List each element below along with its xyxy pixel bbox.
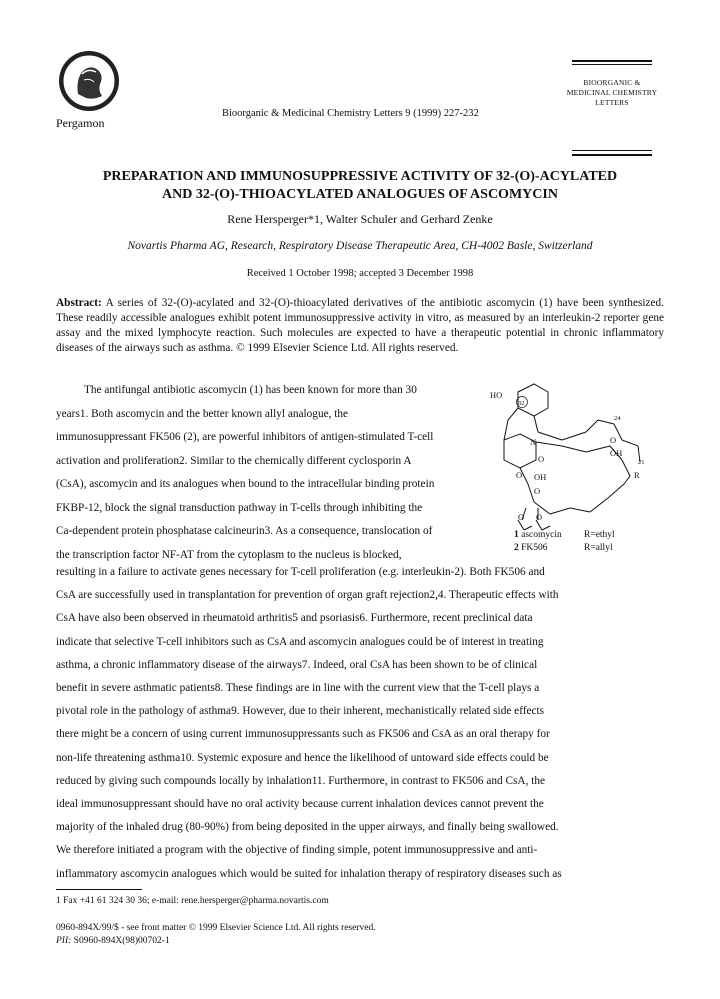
body-line: years1. Both ascomycin and the better known allyl analogue, the [56, 407, 349, 420]
body-line: resulting in a failure to activate genes necessary for T-cell proliferation (e.g. interleukin-2). Both FK506 and [56, 566, 545, 578]
body-line: pivotal role in the pathology of asthma9. However, due to their inherent, mechanistically related side effects [56, 705, 545, 718]
body-line: immunosuppressant FK506 (2), are powerful inhibitors of antigen-stimulated T-cell [56, 431, 434, 443]
svg-text:OH: OH [610, 448, 623, 458]
header-rule [572, 64, 652, 65]
structure-caption-1: 1 ascomycin R=ethyl [514, 530, 615, 540]
svg-text:32: 32 [518, 400, 525, 407]
received-dates: Received 1 October 1998; accepted 3 December 1998 [246, 268, 474, 279]
body-line: majority of the inhaled drug (80-90%) from being deposited in the upper airways, and finally being swallowed. [56, 821, 559, 834]
journal-reference: Bioorganic & Medicinal Chemistry Letters 9 (1999) 227-232 [222, 108, 479, 119]
svg-text:24: 24 [614, 415, 621, 422]
svg-text:O: O [518, 512, 525, 522]
ascomycin-structure-diagram [490, 380, 665, 555]
body-line: ideal immunosuppressant should have no oral activity because current inhalation devices cannot prevent the [56, 798, 544, 810]
svg-text:O: O [610, 435, 617, 445]
abstract-text: A series of 32-(O)-acylated and 32-(O)-thioacylated derivatives of the antibiotic ascomycin (1) have been synthesized. These readily accessible analogues exhibit potent immunosuppressive activity in vitro, as measured by an interleukin-2 reporter gene assay and the mixed lymphocyte reaction. Such molecules are expected to have a therapeutic potential in chronic inflammatory diseases of the airways such as asthma. [56, 297, 664, 354]
body-line: Ca-dependent protein phosphatase calcineurin3. As a consequence, translocation of [56, 525, 433, 537]
body-line: benefit in severe asthmatic patients8. These findings are in line with the current view that the T-cell plays a [56, 682, 540, 694]
footnote: 1 Fax +41 61 324 30 36; e-mail: rene.hersperger@pharma.novartis.com [56, 896, 329, 906]
body-line: indicate that selective T-cell inhibitors such as CsA and ascomycin analogues could be of interest in treating [56, 635, 544, 648]
header-rule [572, 154, 652, 156]
svg-text:O: O [534, 486, 541, 496]
body-line: We therefore initiated a program with the objective of finding simple, potent immunosuppressive and anti- [56, 844, 538, 857]
body-line: The antifungal antibiotic ascomycin (1) has been known for more than 30 [84, 384, 417, 396]
footnote-rule [56, 889, 142, 890]
abstract [56, 296, 664, 356]
svg-text:HO: HO [490, 390, 503, 400]
svg-text:R: R [634, 470, 640, 480]
affiliation: Novartis Pharma AG, Research, Respiratory Disease Therapeutic Area, CH-4002 Basle, Switzerland [127, 240, 593, 252]
publisher-name: Pergamon [56, 116, 105, 130]
front-matter-line: 0960-894X/99/$ - see front matter © 1999 Elsevier Science Ltd. All rights reserved. [56, 923, 376, 933]
svg-text:O: O [516, 470, 523, 480]
body-line: reduced by giving such compounds locally by inhalation11. Furthermore, in contrast to FK506 and CsA, the [56, 774, 546, 787]
structure-caption-2: 2 FK506 R=allyl [514, 543, 613, 553]
svg-text:O: O [538, 454, 545, 464]
body-line: there might be a concern of using current immunosuppressants such as FK506 and CsA as an oral therapy for [56, 728, 550, 741]
header-rule [572, 150, 652, 151]
body-line: the transcription factor NF-AT from the cytoplasm to the nucleus is blocked, [56, 548, 402, 561]
body-line: CsA are successfully used in transplantation for prevention of organ graft rejection2,4. Therapeutic effects with [56, 589, 559, 602]
body-line: FKBP-12, block the signal transduction pathway in T-cells through inhibiting the [56, 501, 423, 514]
body-line: inflammatory ascomycin analogues which would be suited for inhalation therapy of respiratory diseases such as [56, 867, 562, 880]
body-line: activation and proliferation2. Similar to the chemically different cyclosporin A [56, 454, 412, 467]
body-line: non-life threatening asthma10. Systemic exposure and hence the likelihood of untoward side effects could be [56, 751, 549, 764]
body-line: CsA have also been observed in rheumatoid arthritis5 and psoriasis6. Furthermore, recent preclinical data [56, 612, 533, 625]
body-line: asthma, a chronic inflammatory disease of the airways7. Indeed, oral CsA has been shown to be of clinical [56, 658, 538, 671]
header-rule [572, 60, 652, 62]
svg-text:O: O [536, 512, 543, 522]
body-line: (CsA), ascomycin and its analogues when bound to the intracellular binding protein [56, 478, 435, 490]
abstract-copyright: © 1999 Elsevier Science Ltd. All rights reserved. [236, 342, 459, 354]
authors: Rene Hersperger*1, Walter Schuler and Gerhard Zenke [227, 212, 493, 226]
paper-title: PREPARATION AND IMMUNOSUPPRESSIVE ACTIVITY OF 32-(O)-ACYLATED AND 32-(O)-THIOACYLATED ANALOGUES OF ASCOMYCIN [102, 169, 618, 202]
abstract-label: Abstract: [56, 297, 102, 309]
pii-line: PII: S0960-894X(98)00702-1 [56, 936, 170, 946]
svg-text:N: N [530, 437, 537, 447]
svg-text:OH: OH [534, 472, 547, 482]
publisher-logo-icon [58, 50, 120, 112]
journal-name: BIOORGANIC & MEDICINAL CHEMISTRY LETTERS [566, 78, 658, 107]
svg-text:21: 21 [638, 459, 645, 466]
